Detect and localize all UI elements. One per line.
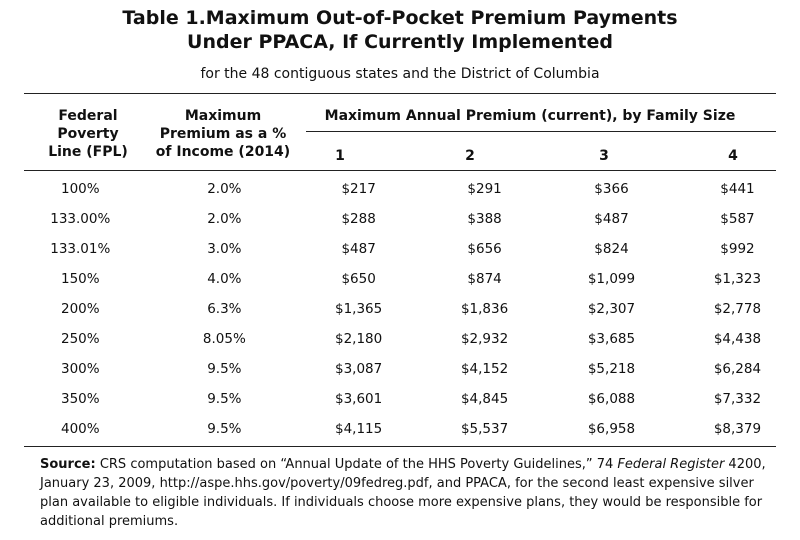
- premium-cell-size-3: $824: [594, 241, 629, 257]
- group-header-rule: [306, 131, 776, 132]
- fpl-cell: 200%: [60, 301, 100, 317]
- fpl-cell: 100%: [60, 181, 100, 197]
- premium-cell-size-2: $656: [467, 241, 502, 257]
- table-row: [0, 294, 800, 324]
- fpl-cell: 250%: [60, 331, 100, 347]
- premium-cell-size-4: $6,284: [713, 361, 762, 377]
- pct-cell: 9.5%: [207, 391, 242, 407]
- pct-cell: 4.0%: [207, 271, 242, 287]
- premium-cell-size-1: $650: [341, 271, 376, 287]
- header-max-premium-pct: [143, 107, 303, 161]
- header-fpl-line: Poverty: [57, 126, 119, 142]
- premium-cell-size-1: $3,601: [335, 391, 383, 407]
- table-row: [0, 354, 800, 384]
- header-size-3: 3: [599, 148, 609, 164]
- premium-cell-size-3: $3,685: [587, 331, 636, 347]
- table-row: [0, 414, 800, 444]
- premium-cell-size-3: $5,218: [587, 361, 636, 377]
- premium-cell-size-4: $7,332: [713, 391, 762, 407]
- pct-cell: 6.3%: [207, 301, 242, 317]
- header-fpl-line: Federal: [58, 108, 118, 124]
- premium-cell-size-4: $441: [720, 181, 755, 197]
- header-bottom-rule: [24, 170, 776, 171]
- table-row: [0, 384, 800, 414]
- premium-cell-size-4: $587: [720, 211, 755, 227]
- premium-cell-size-4: $992: [720, 241, 755, 257]
- pct-cell: 3.0%: [207, 241, 242, 257]
- premium-cell-size-1: $4,115: [335, 421, 383, 437]
- header-fpl-line: Line (FPL): [48, 144, 128, 160]
- fpl-cell: 133.01%: [50, 241, 111, 257]
- table-row: [0, 264, 800, 294]
- premium-cell-size-4: $1,323: [713, 271, 762, 287]
- header-fpl: [28, 107, 148, 161]
- premium-cell-size-2: $291: [467, 181, 502, 197]
- premium-cell-size-1: $217: [341, 181, 376, 197]
- header-pct-line: Premium as a %: [159, 126, 287, 142]
- premium-cell-size-2: $4,152: [460, 361, 509, 377]
- fpl-cell: 150%: [60, 271, 100, 287]
- premium-cell-size-4: $2,778: [713, 301, 762, 317]
- premium-cell-size-4: $8,379: [713, 421, 762, 437]
- title-line-2: Under PPACA, If Currently Implemented: [187, 31, 613, 53]
- table-row: [0, 234, 800, 264]
- header-family-size-group: Maximum Annual Premium (current), by Family Size: [324, 108, 736, 124]
- premium-cell-size-3: $487: [594, 211, 629, 227]
- table-row: [0, 324, 800, 354]
- premium-cell-size-3: $366: [594, 181, 629, 197]
- premium-cell-size-2: $5,537: [460, 421, 509, 437]
- premium-cell-size-2: $4,845: [460, 391, 509, 407]
- premium-cell-size-3: $6,088: [587, 391, 636, 407]
- header-pct-line: Maximum: [184, 108, 262, 124]
- premium-cell-size-2: $388: [467, 211, 502, 227]
- pct-cell: 9.5%: [207, 421, 242, 437]
- pct-cell: 9.5%: [207, 361, 242, 377]
- pct-cell: 2.0%: [207, 181, 242, 197]
- premium-cell-size-2: $874: [467, 271, 502, 287]
- premium-cell-size-3: $1,099: [587, 271, 636, 287]
- pct-cell: 8.05%: [202, 331, 246, 347]
- header-size-1: 1: [335, 148, 345, 164]
- fpl-cell: 350%: [60, 391, 100, 407]
- source-label: Source:: [40, 457, 96, 472]
- table-subtitle: for the 48 contiguous states and the District of Columbia: [200, 66, 600, 82]
- premium-cell-size-3: $6,958: [587, 421, 636, 437]
- fpl-cell: 133.00%: [50, 211, 111, 227]
- premium-cell-size-3: $2,307: [587, 301, 636, 317]
- table-row: [0, 174, 800, 204]
- source-text-1: CRS computation based on “Annual Update of the HHS Poverty Guidelines,” 74: [95, 457, 618, 472]
- premium-table: [0, 174, 800, 444]
- fpl-cell: 300%: [60, 361, 100, 377]
- premium-cell-size-1: $2,180: [335, 331, 383, 347]
- header-size-2: 2: [465, 148, 475, 164]
- premium-cell-size-2: $2,932: [460, 331, 509, 347]
- title-line-1: Table 1.Maximum Out-of-Pocket Premium Payments: [122, 7, 678, 29]
- source-italic: Federal Register: [617, 457, 725, 472]
- top-rule: [24, 93, 776, 94]
- premium-cell-size-2: $1,836: [460, 301, 509, 317]
- pct-cell: 2.0%: [207, 211, 242, 227]
- table-bottom-rule: [24, 446, 776, 447]
- premium-cell-size-4: $4,438: [713, 331, 762, 347]
- table-title: [0, 6, 800, 54]
- fpl-cell: 400%: [60, 421, 100, 437]
- source-text-2: 4200, January 23, 2009, http://aspe.hhs.gov/poverty/09fedreg.pdf, and PPACA, for the second least expensive silver plan available to eligible individuals. If individuals choose more expensive plans, they would be responsible for additional premiums.: [40, 457, 766, 529]
- header-size-4: 4: [728, 148, 738, 164]
- premium-cell-size-1: $288: [341, 211, 376, 227]
- premium-cell-size-1: $487: [341, 241, 376, 257]
- table-row: [0, 204, 800, 234]
- header-pct-line: of Income (2014): [155, 144, 291, 160]
- premium-cell-size-1: $3,087: [335, 361, 383, 377]
- source-note: [40, 455, 780, 531]
- premium-cell-size-1: $1,365: [335, 301, 383, 317]
